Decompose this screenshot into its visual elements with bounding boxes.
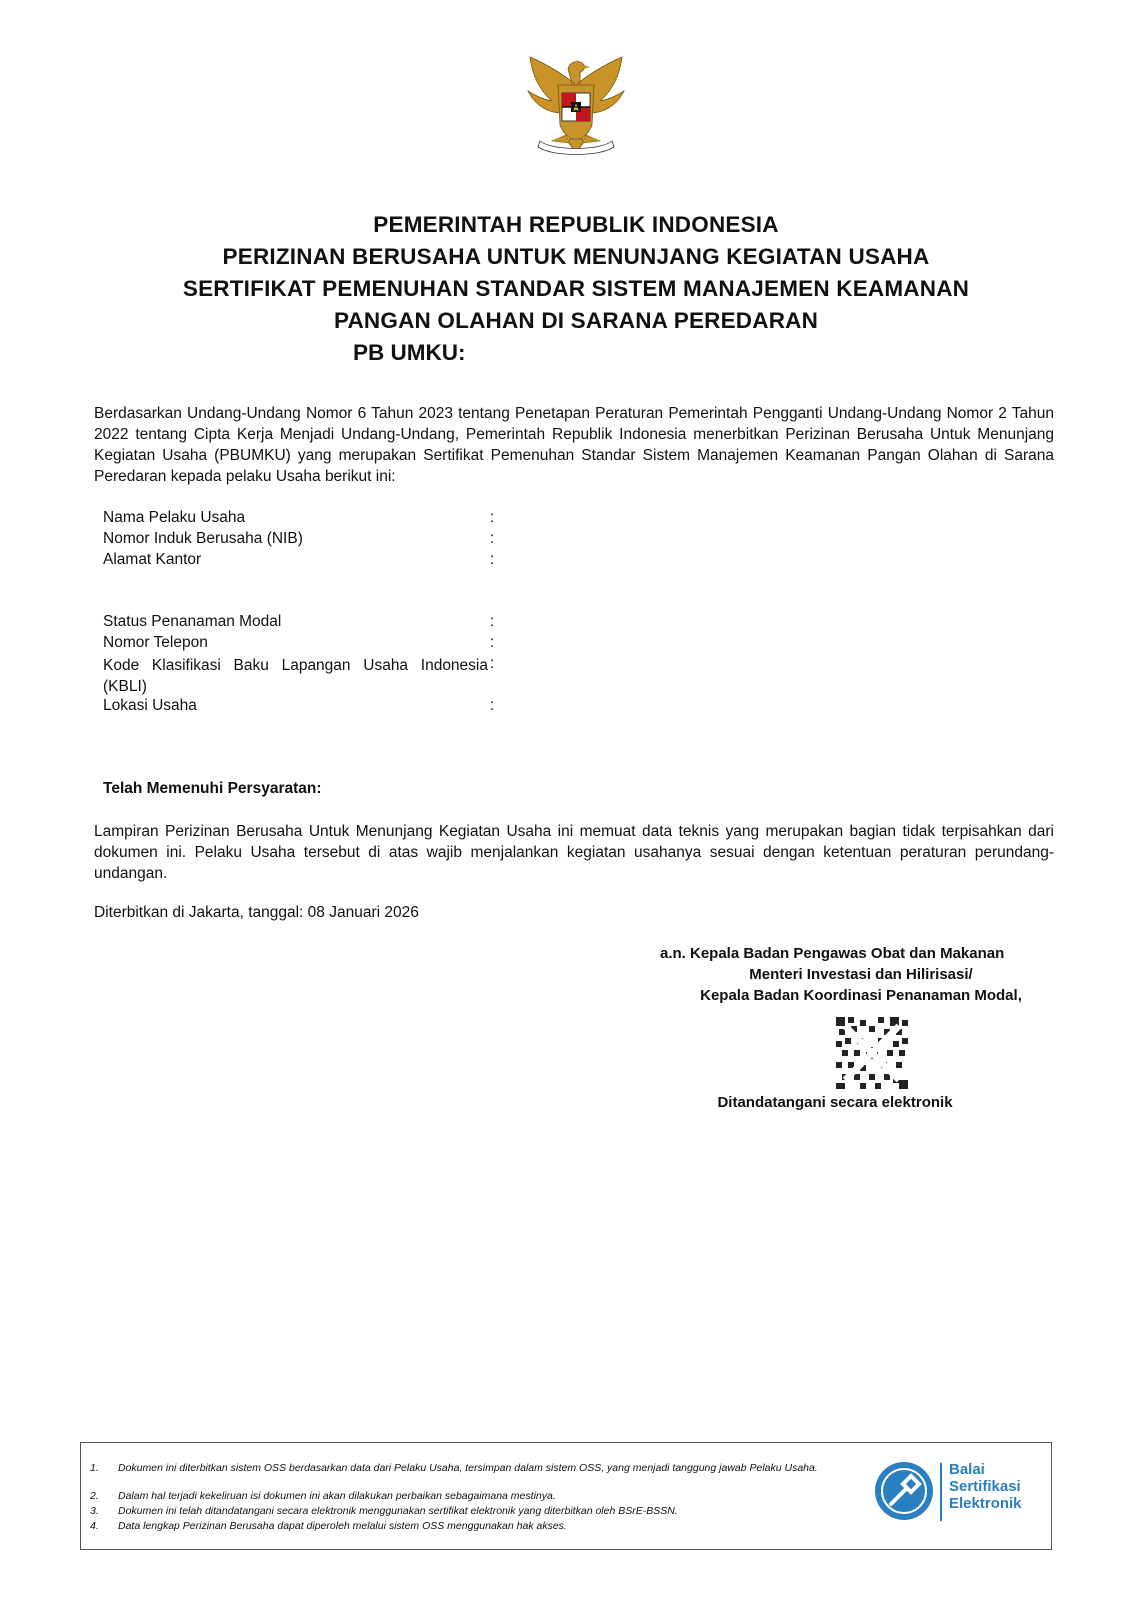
title-line-3: SERTIFIKAT PEMENUHAN STANDAR SISTEM MANAJEMEN KEAMANAN — [182, 276, 970, 301]
footnote-number: 1. — [90, 1462, 99, 1474]
bsre-text-line-3: Elektronik — [949, 1495, 1022, 1512]
footnote-text: Dokumen ini telah ditandatangani secara elektronik menggunakan sertifikat elektronik yang diterbitkan oleh BSrE-BSSN. — [118, 1505, 678, 1517]
footnote-number: 2. — [90, 1490, 99, 1502]
bsre-divider — [940, 1463, 942, 1521]
bsre-text-line-1: Balai — [949, 1461, 985, 1478]
bsre-text-line-2: Sertifikasi — [949, 1478, 1021, 1495]
garuda-emblem-icon — [522, 55, 630, 159]
footnote-text: Dalam hal terjadi kekeliruan isi dokumen ini akan dilakukan perbaikan sebagaimana mestinya. — [118, 1490, 556, 1502]
title-line-1: PEMERINTAH REPUBLIK INDONESIA — [373, 212, 779, 237]
footnote-3 — [90, 1505, 860, 1518]
footnote-4 — [90, 1520, 860, 1533]
requirements-heading: Telah Memenuhi Persyaratan: — [103, 780, 322, 797]
title-line-4: PANGAN OLAHAN DI SARANA PEREDARAN — [333, 308, 819, 333]
electronic-signature-note: Ditandatangani secara elektronik — [717, 1094, 953, 1111]
field-label-alamat: Alamat Kantor — [103, 551, 202, 568]
qr-code-icon — [836, 1017, 908, 1089]
field-label-nib: Nomor Induk Berusaha (NIB) — [103, 530, 303, 547]
signature-line-3: Kepala Badan Koordinasi Penanaman Modal, — [700, 987, 1022, 1004]
field-value-telepon: : — [490, 634, 495, 651]
field-label-kbli: Kode Klasifikasi Baku Lapangan Usaha Indonesia (KBLI) — [103, 657, 488, 695]
field-label-nama: Nama Pelaku Usaha — [103, 509, 246, 526]
field-label-lokasi: Lokasi Usaha — [103, 697, 197, 714]
title-line-2: PERIZINAN BERUSAHA UNTUK MENUNJANG KEGIATAN USAHA — [222, 244, 930, 269]
field-value-status: : — [490, 613, 495, 630]
footnote-text: Dokumen ini diterbitkan sistem OSS berdasarkan data dari Pelaku Usaha, tersimpan dalam sistem OSS, yang menjadi tanggung jawab Pelaku Usaha. — [118, 1462, 818, 1474]
intro-paragraph: Berdasarkan Undang-Undang Nomor 6 Tahun 2023 tentang Penetapan Peraturan Pemerintah Pengganti Undang-Undang Nomor 2 Tahun 2022 tentang Cipta Kerja Menjadi Undang-Undang, Pemerintah Republik Indonesia menerbitkan Perizinan Berusaha Untuk Menunjang Kegiatan Usaha (PBUMKU) yang merupakan Sertifikat Pemenuhan Standar Sistem Manajemen Keamanan Pangan Olahan di Sarana Peredaran kepada pelaku Usaha berikut ini: — [94, 405, 1054, 485]
signature-line-2: Menteri Investasi dan Hilirisasi/ — [749, 966, 973, 983]
field-value-lokasi: : — [490, 697, 495, 714]
footnote-number: 3. — [90, 1505, 99, 1517]
signature-line-1: a.n. Kepala Badan Pengawas Obat dan Makanan — [660, 945, 1005, 962]
field-value-kbli: : — [490, 655, 495, 672]
footnote-text: Data lengkap Perizinan Berusaha dapat diperoleh melalui sistem OSS menggunakan hak akses. — [118, 1520, 567, 1532]
field-value-nama: : — [490, 509, 495, 526]
footnote-1 — [90, 1462, 860, 1488]
field-label-telepon: Nomor Telepon — [103, 634, 208, 651]
issued-date: Diterbitkan di Jakarta, tanggal: 08 Januari 2026 — [94, 904, 419, 921]
footnote-2 — [90, 1490, 860, 1503]
pb-umku-label: PB UMKU: — [353, 340, 466, 365]
field-label-status: Status Penanaman Modal — [103, 613, 282, 630]
field-value-nib: : — [490, 530, 495, 547]
closing-paragraph: Lampiran Perizinan Berusaha Untuk Menunjang Kegiatan Usaha ini memuat data teknis yang merupakan bagian tidak terpisahkan dari dokumen ini. Pelaku Usaha tersebut di atas wajib menjalankan kegiatan usahanya sesuai dengan ketentuan peraturan perundang-undangan. — [94, 823, 1054, 882]
field-value-alamat: : — [490, 551, 495, 568]
footnote-number: 4. — [90, 1520, 99, 1532]
bsre-logo-icon — [873, 1460, 935, 1522]
